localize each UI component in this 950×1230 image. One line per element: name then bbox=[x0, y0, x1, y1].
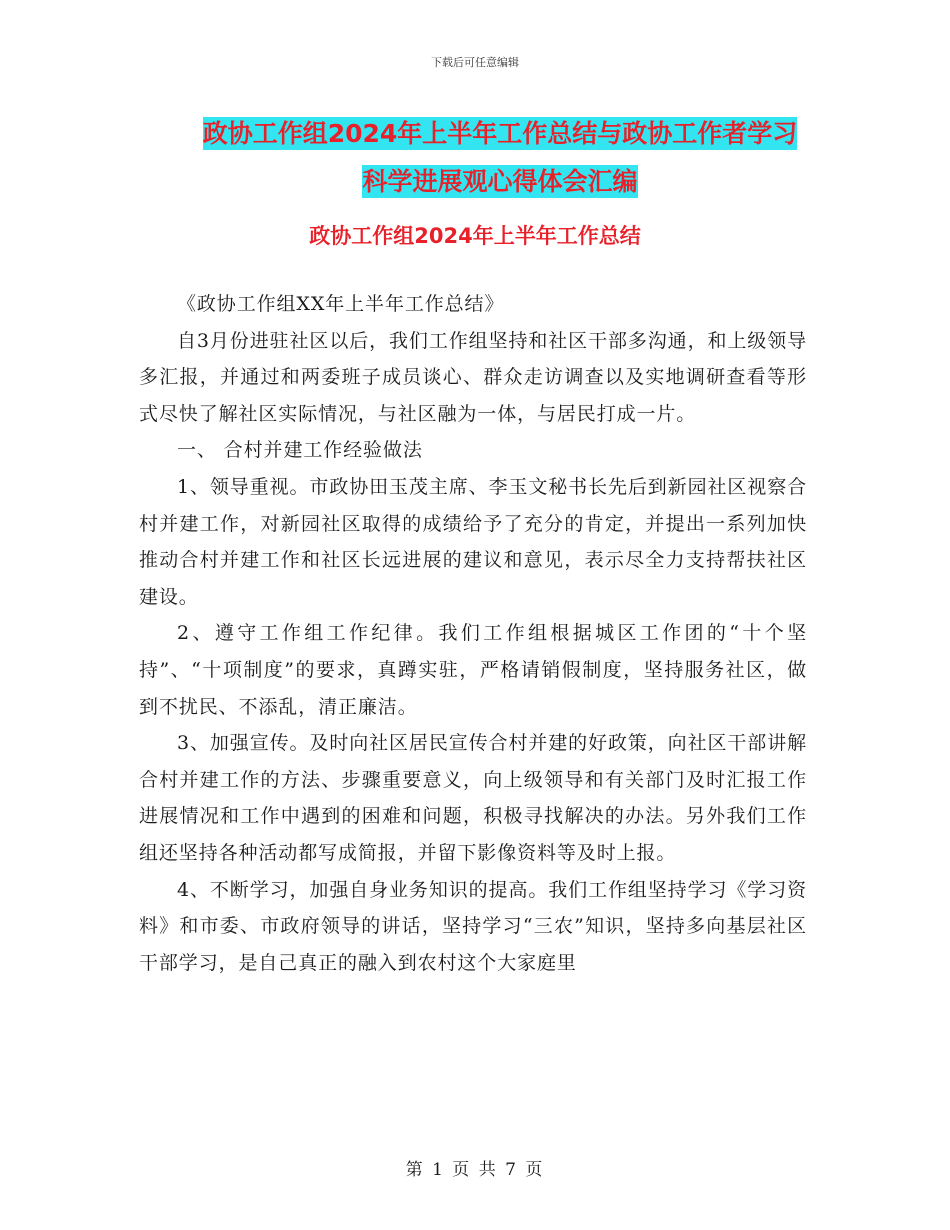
paragraph-item-4: 4、不断学习，加强自身业务知识的提高。我们工作组坚持学习《学习资料》和市委、市政府领导的讲话，坚持学习“三农”知识，坚持多向基层社区干部学习，是自己真正的融入到农村这个大家庭里 bbox=[139, 878, 807, 974]
document-body bbox=[139, 286, 807, 981]
document-title-line-2: 科学进展观心得体会汇编 bbox=[362, 167, 638, 196]
header-note: 下载后可任意编辑 bbox=[431, 56, 519, 69]
page-footer: 第 1 页 共 7 页 bbox=[405, 1160, 545, 1180]
document-title bbox=[120, 110, 880, 206]
paragraph-item-2: 2、遵守工作组工作纪律。我们工作组根据城区工作团的“十个坚持”、“十项制度”的要求，真蹲实驻，严格请销假制度，坚持服务社区，做到不扰民、不添乱，清正廉洁。 bbox=[139, 622, 807, 718]
paragraph-item-1: 1、领导重视。市政协田玉茂主席、李玉文秘书长先后到新园社区视察合村并建工作，对新园社区取得的成绩给予了充分的肯定，并提出一系列加快推动合村并建工作和社区长远进展的建议和意见，表示尽全力支持帮扶社区建设。 bbox=[139, 475, 807, 608]
document-title-line-1: 政协工作组2024年上半年工作总结与政协工作者学习 bbox=[202, 119, 798, 148]
section-title: 政协工作组2024年上半年工作总结 bbox=[309, 224, 641, 248]
paragraph-source-title: 《政协工作组XX年上半年工作总结》 bbox=[177, 293, 505, 315]
paragraph-intro: 自3月份进驻社区以后，我们工作组坚持和社区干部多沟通，和上级领导多汇报，并通过和两委班子成员谈心、群众走访调查以及实地调研查看等形式尽快了解社区实际情况，与社区融为一体，与居民打成一片。 bbox=[139, 329, 807, 425]
paragraph-heading-1: 一、 合村并建工作经验做法 bbox=[177, 439, 423, 462]
paragraph-item-3: 3、加强宣传。及时向社区居民宣传合村并建的好政策，向社区干部讲解合村并建工作的方法、步骤重要意义，向上级领导和有关部门及时汇报工作进展情况和工作中遇到的困难和问题，积极寻找解决的办法。另外我们工作组还坚持各种活动都写成简报，并留下影像资料等及时上报。 bbox=[139, 732, 807, 864]
